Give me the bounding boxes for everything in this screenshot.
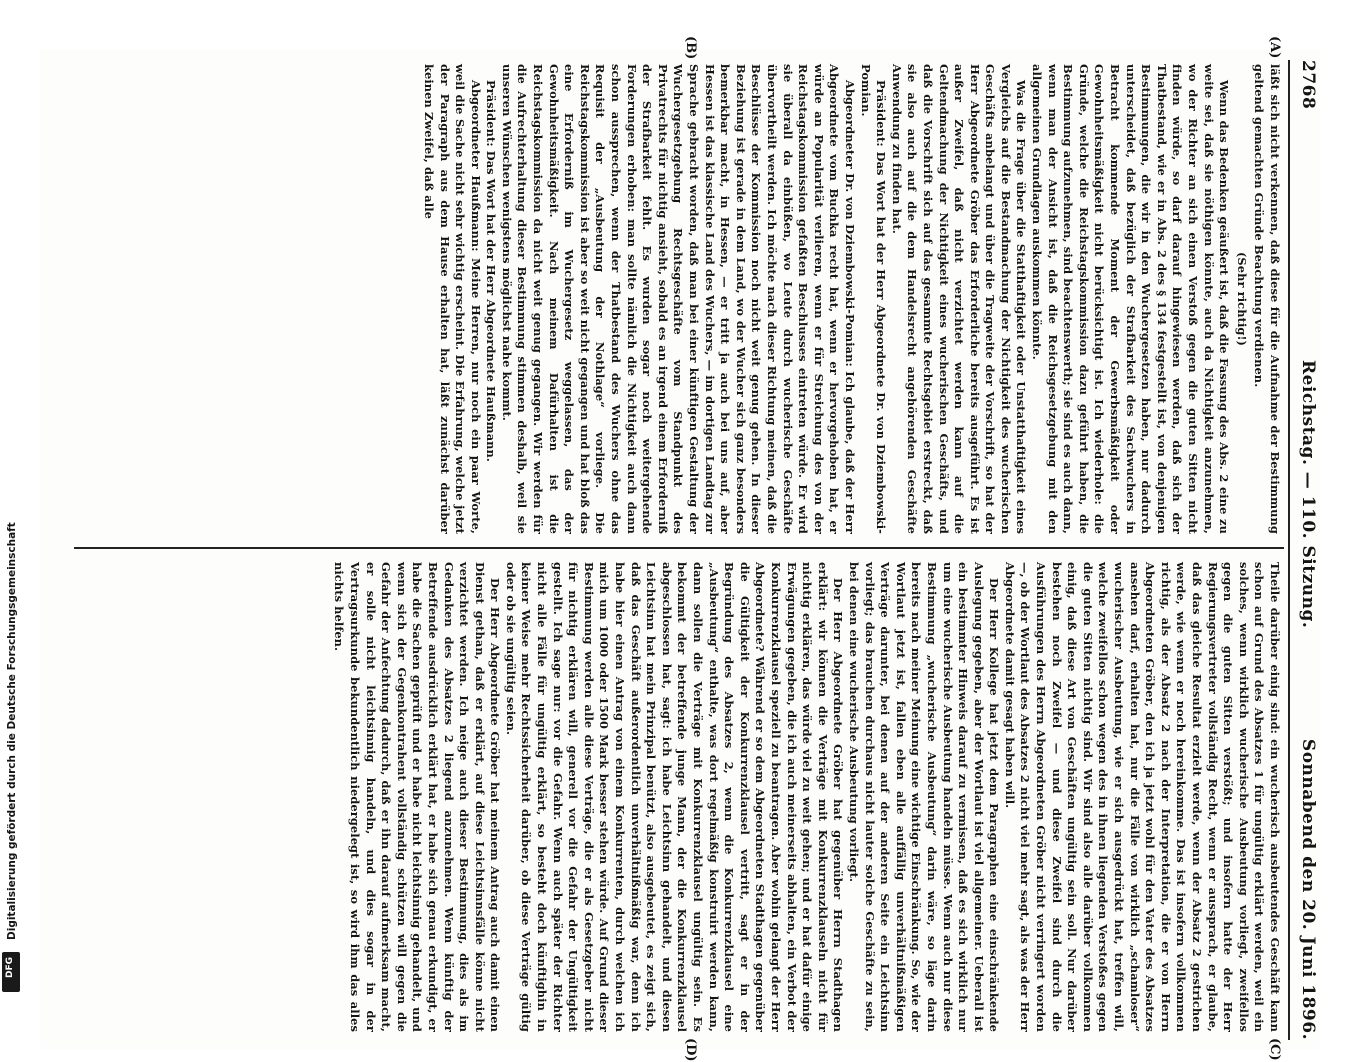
paragraph: Der Herr Kollege hat jetzt dem Paragraphen eine einschränkende Auslegung gegeben, aber der Wortlaut ist viel allgemeiner. Ueberall ist ein bestimmter Hinweis darauf zu vermissen, daß es sich wirklich nur um eine wucherische Ausbeutung handeln müsse. Wenn auch nur diese Bestimmung „wucherische Ausbeutung“ darin wäre, so läge darin bereits nach meiner Meinung eine wichtige Einschränkung. So, wie der Wortlaut jetzt ist, fallen eben alle auffällig unverhältnißmäßigen Verträge darunter, bei denen auf der anderen Seite ein Leichtsinn vorliegt; das brauchen durchaus nicht lauter solche Geschäfte zu sein, bei denen eine wucherische Ausbeutung vorliegt. xyxy=(846,562,1002,1032)
paragraph: Theile darüber einig sind: ein wucherisch ausbeutendes Geschäft kann schon auf Grund des Absatzes 1 für ungültig erklärt werden, weil ein solches, wenn wirklich wucherische Ausbeutung vorliegt, zweifellos gegen die guten Sitten verstößt; und insofern hatte der Herr Regierungsvertreter vollständig Recht, wenn er aussprach, er glaube, daß das gleiche Resultat erzielt werde, wenn der Absatz 2 gestrichen werde, wie wenn er noch hereinkomme. Das ist insofern vollkommen richtig, als der Absatz 2 nach der Interpretation, die er von Herrn Abgeordneten Gröber, den ich ja jetzt wohl für den Vater des Absatzes ansehen darf, erhalten hat, nur die Fälle von wirklich „schamloser“ wucherischer Ausbeutung, wie er sich ausgedrückt hat, treffen will, welche zweifellos schon wegen des in ihnen liegenden Verstoßes gegen die guten Sitten nichtig sind. Wir sind also alle darüber vollkommen einig, daß diese Art von Geschäften ungültig sein soll. Nur darüber bestehen noch Zweifel — und diese Zweifel sind durch die Ausführungen des Herrn Abgeordneten Gröber nicht verringert worden —, ob der Wortlaut des Absatzes 2 nicht viel mehr sagt, als was der Herr Abgeordnete damit gesagt haben will. xyxy=(1002,562,1282,1032)
page-number: 2768 xyxy=(1298,60,1318,110)
header-rule xyxy=(1288,60,1290,1040)
paragraph: Präsident: Das Wort hat der Herr Abgeordnete Dr. von Dziembowski-Pomian. xyxy=(858,64,889,534)
paragraph: Abgeordneter Dr. von Dziembowski-Pomian: Ich glaube, daß der Herr Abgeordnete vom Buchka recht hat, wenn er hervorgehoben hat, er würde an Popularität verlieren, wenn er für Streichung des von der Reichstagskommission gefaßten Beschlusses eintreten würde. Er wird sie überall da einbüßen, wo Leute durch wucherische Geschäfte übervortheilt werden. Ich möchte nach dieser Richtung meinen, daß die Beschlüsse der Kommission noch nicht weit genug gehen. In dieser Beziehung ist gerade in dem Land, wo der Wucher sich ganz besonders bemerkbar macht, in Hessen, — er tritt ja auch bei uns auf, aber Hessen ist das klassische Land des Wuchers, — im dortigen Landtag zur Sprache gebracht worden, daß man bei einer künftigen Gestaltung der Wuchergesetzgebung Rechtsgeschäfte vom Standpunkt des Privatrechts für nichtig ansieht, sobald es an irgend einem Erforderniß der Strafbarkeit fehlt. Es wurden sogar noch weitergehende Forderungen erhoben: man sollte nämlich die Nichtigkeit auch dann schon aussprechen, wenn der Thatbestand des Wuchers ohne das Requisit der „Ausbeutung der Nothlage“ vorliege. Die Reichstagskommission ist aber so weit nicht gegangen und hat bloß das eine Erforderniß im Wuchergesetz weggelassen, das der Gewohnheitsmäßigkeit. Nach meinem Dafürhalten ist die Reichstagskommission da nicht weit genug gegangen. Wir werden für die Aufrechterhaltung dieser Bestimmung stimmen deshalb, weil sie unseren Wünschen wenigstens möglichst nahe kommt. xyxy=(499,64,857,534)
page-title: Reichstag. — 110. Sitzung. xyxy=(1298,360,1318,629)
paragraph: läßt sich nicht verkennen, daß diese für die Aufnahme der Bestimmung geltend gemachten Gründe Beachtung verdienen. xyxy=(1252,64,1282,534)
interjection: (Sehr richtig!) xyxy=(1234,251,1249,347)
session-date: Sonnabend den 20. Juni 1896. xyxy=(1298,738,1318,1040)
paragraph: Wenn das Bedenken geäußert ist, daß die Fassung des Abs. 2 eine zu weite sei, daß sie nöthigen könnte, auch da Nichtigkeit anzunehmen, wo der Richter an sich einen Verstoß gegen die guten Sitten nicht finden würde, so darf darauf hingewiesen werden, daß sich der Thatbestand, wie er in Abs. 2 des § 134 festgestellt ist, von denjenigen Bestimmungen, die wir in den Wuchergesetzen haben, nur dadurch unterscheidet, daß bezüglich der Strafbarkeit des Sachwuchers in Betracht kommende Moment der Gewerbsmäßigkeit oder Gewohnheitsmäßigkeit nicht berücksichtigt ist. Ich wiederhole: die Gründe, welche die Reichstagskommission dazu geführt haben, die Bestimmung aufzunehmen, sind beachtenswerth; sie sind es auch dann, wenn man der Ansicht ist, daß die Reichsgesetzgebung mit den allgemeinen Grundlagen auskommen könnte. xyxy=(1030,64,1232,534)
margin-mark-d: (D) xyxy=(683,1038,698,1062)
paragraph: Der Herr Abgeordnete Gröber hat meinem Antrag auch damit einen Dienst gethan, daß er erklärt, auf diese Leichtsinnsfälle könne nicht verzichtet werden. Ich neige auch dieser Bestimmung, dies als im Gedanken des Absatzes 2 liegend anzunehmen. Wenn künftig der Betreffende ausdrücklich erklärt hat, er habe sich genau erkundigt, er habe die Sachen geprüft und er habe nicht leichtsinnig gehandelt, und wenn sich der Gegenkontrahent vollständig schützen will gegen die Gefahr der Anfechtung dadurch, daß er ihn darauf aufmerksam macht, er solle nicht leichtsinnig handeln, und dies sogar in der Vertragsurkunde bekundentlich niedergelegt ist, so wird ihm das alles nichts helfen. xyxy=(332,562,503,1032)
margin-mark-a: (A) xyxy=(1267,36,1282,59)
paragraph: Was die Frage über die Statthaftigkeit oder Unstatthaftigkeit eines Vergleichs auf die Bestandmachung der Nichtigkeit des wucherischen Geschäfts anbelangt und über die Tragweite der Vorschrift, so hat der Herr Abgeordnete Gröber das Erforderliche bereits ausgeführt. Es ist außer Zweifel, daß nicht verzichtet werden kann auf die Geltendmachung der Nichtigkeit eines wucherischen Geschäfts, und daß die Vorschrift sich auf das gesammte Rechtsgebiet erstreckt, daß sie also auch auf die dem Handelsrecht angehörenden Geschäfte Anwendung zu finden hat. xyxy=(889,64,1029,534)
paragraph: Präsident: Das Wort hat der Herr Abgeordnete Haußmann. xyxy=(484,80,499,463)
paragraph: Abgeordneter Haußmann: Meine Herren, nur noch ein paar Worte, weil die Sache nicht sehr wichtig erscheint. Die Erfahrung, welche jetzt der Paragraph aus dem Hause erhalten hat, läßt zunächst darüber keinen Zweifel, daß alle xyxy=(421,64,483,534)
margin-mark-b: (B) xyxy=(683,36,698,60)
page-header xyxy=(1290,60,1320,1040)
right-column xyxy=(331,562,1282,1032)
document-page xyxy=(40,36,1320,1062)
margin-mark-c: (C) xyxy=(1267,1038,1282,1061)
paragraph: Der Herr Abgeordnete Gröber hat gegenüber Herrn Stadthagen erklärt: wir können die Verträge mit Konkurrenzklauseln nicht für nichtig erklären, das würde viel zu weit gehen; und er hat dafür einige Erwägungen gegeben, die ich auch meinerseits abhalten, ein Verbot der Konkurrenzklausel speziell zu beantragen. Aber wohin gelangt der Herr Abgeordnete? Während er so dem Abgeordneten Stadthagen gegenüber die Gültigkeit der Konkurrenzklausel vertritt, sagt er in der Begründung des Absatzes 2, wenn die Konkurrenzklausel eine „Ausbeutung“ enthalte, was dort regelmäßig konstruirt werden kann, dann sollen die Verträge mit Konkurrenzklausel ungültig sein. Es bekommt der betreffende junge Mann, der die Konkurrenzklausel abgeschlossen hat, sagt: ich habe Leichtsinn gehandelt, und diesen Leichtsinn hat mein Prinzipal benützt, also ausgebeutet, es zeigt sich, daß das Geschäft außerordentlich unverhältnißmäßig war, denn ich habe hier einen Antrag von einem Konkurrenten, durch welchen ich mich um 1000 oder 1500 Mark besser stehen würde. Auf Grund dieser Bestimmung werden alle diese Verträge, die er als Gesetzgeber nicht für nichtig erklären will, generell vor die Gefahr der Ungültigkeit gestellt. Ich sage nur: vor die Gefahr. Wenn auch später der Richter nicht alle Fälle für ungültig erklärt, so besteht doch künftighin in keiner Weise mehr Rechtssicherheit darüber, ob diese Verträge gültig oder ob sie ungültig seien. xyxy=(503,562,846,1032)
left-column xyxy=(420,64,1282,534)
dfg-logo: DFG xyxy=(2,952,20,992)
digitization-credit: Digitalisierung gefördert durch die Deutsche Forschungsgemeinschaft xyxy=(6,522,18,940)
column-divider xyxy=(74,547,1284,549)
